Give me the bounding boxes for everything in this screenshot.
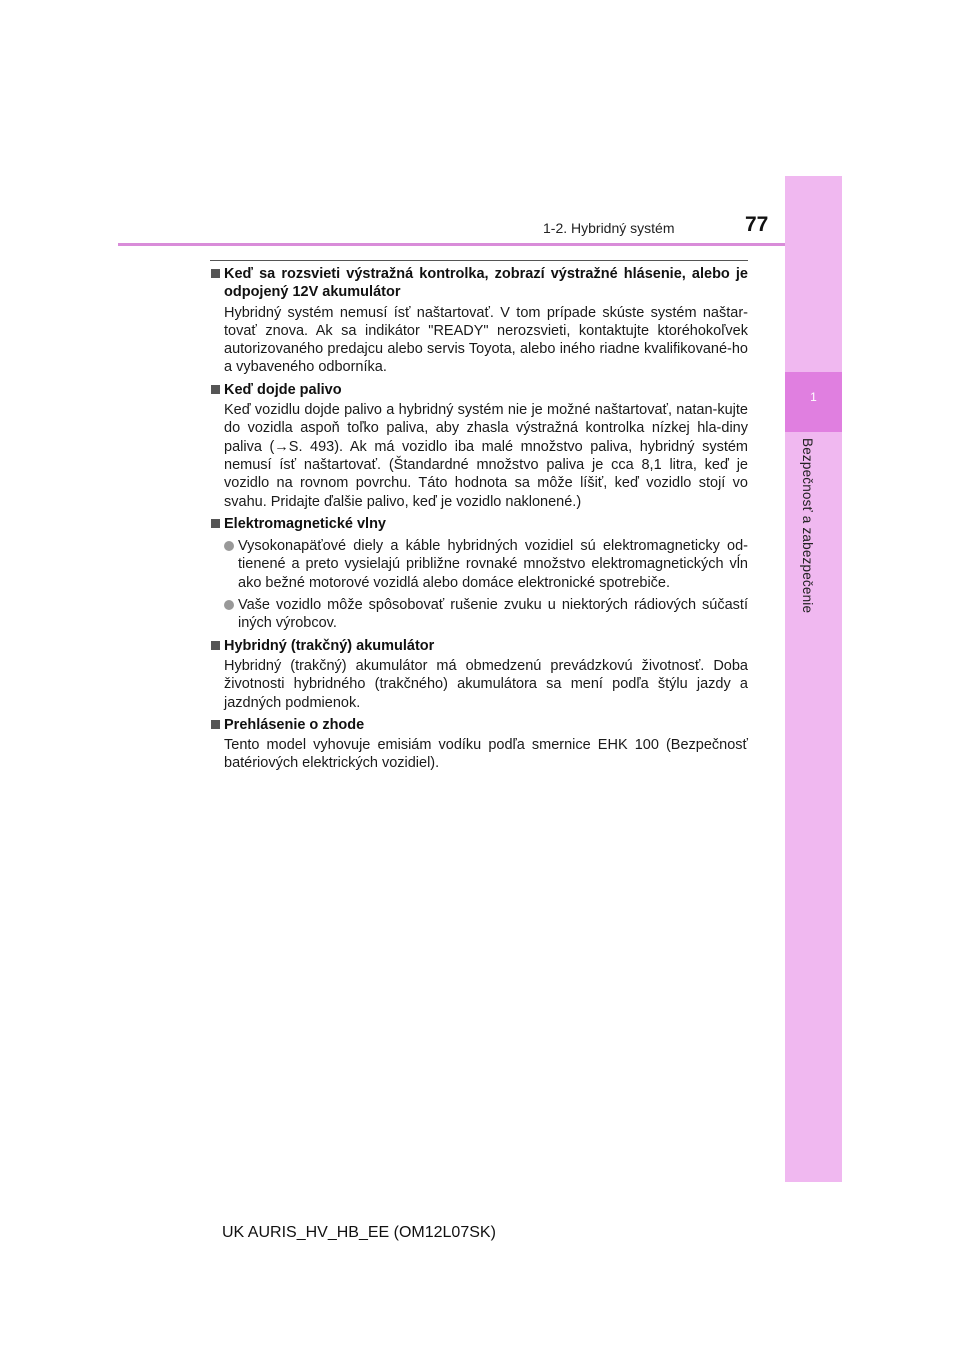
square-bullet-icon	[211, 269, 224, 278]
section-heading: Keď sa rozsvieti výstražná kontrolka, zobrazí výstražné hlásenie, alebo je odpojený 12V akumulátor	[211, 265, 748, 302]
footer-model-code: UK AURIS_HV_HB_EE (OM12L07SK)	[222, 1224, 496, 1241]
section-out-of-fuel	[211, 381, 748, 511]
section-heading: Prehlásenie o zhode	[211, 716, 748, 734]
section-warning-light	[211, 265, 748, 377]
section-heading: Elektromagnetické vlny	[211, 515, 748, 533]
section-electromagnetic-waves	[211, 515, 748, 633]
list-item: Vysokonapäťové diely a káble hybridných vozidiel sú elektromagneticky od-tienené a preto vysielajú približne rovnaké množstvo elektromagnetických vĺn ako bežné motorové vozidlá alebo domáce elektronické spotrebiče.	[224, 537, 748, 592]
header-divider	[118, 243, 785, 246]
section-body: Hybridný systém nemusí ísť naštartovať. V tom prípade skúste systém naštar-tovať znova. Ak sa indikátor "READY" nerozsvieti, kontaktujte ktoréhokoľvek autorizovaného predajcu alebo servis Toyota, alebo iného riadne kvalifikované-ho a vybaveného odborníka.	[224, 304, 748, 376]
list-item: Vaše vozidlo môže spôsobovať rušenie zvuku u niektorých rádiových súčastí iných výrobcov.	[224, 596, 748, 633]
content-top-rule	[210, 260, 748, 261]
page-content	[211, 265, 748, 777]
section-body: Hybridný (trakčný) akumulátor má obmedzenú prevádzkovú životnosť. Doba životnosti hybridného (trakčného) akumulátora sa mení podľa štýlu jazdy a jazdných podmienok.	[224, 657, 748, 711]
section-heading: Hybridný (trakčný) akumulátor	[211, 637, 748, 655]
square-bullet-icon	[211, 519, 224, 528]
circle-bullet-icon	[224, 600, 238, 610]
chapter-title: Bezpečnosť a zabezpečenie	[800, 438, 815, 614]
chapter-side-tab	[785, 176, 842, 1182]
chapter-number: 1	[810, 390, 817, 404]
section-body: Tento model vyhovuje emisiám vodíku podľa smernice EHK 100 (Bezpečnosť batériových elektrických vozidiel).	[224, 737, 748, 772]
section-heading: Keď dojde palivo	[211, 381, 748, 399]
page-number: 77	[745, 213, 769, 236]
section-declaration-of-conformity	[211, 716, 748, 773]
header-section-title: 1-2. Hybridný systém	[543, 220, 675, 236]
square-bullet-icon	[211, 641, 224, 650]
square-bullet-icon	[211, 385, 224, 394]
square-bullet-icon	[211, 720, 224, 729]
section-hybrid-battery	[211, 637, 748, 712]
section-body: Keď vozidlu dojde palivo a hybridný systém nie je možné naštartovať, natan-kujte do vozidla aspoň toľko paliva, aby zhasla výstražná kontrolka nízkej hla-diny paliva (→S. 493). Ak má vozidlo iba malé množstvo paliva, hybridný systém nemusí ísť naštartovať. (Štandardné množstvo paliva je cca 8,1 litra, keď je vozidlo na rovnom povrchu. Táto hodnota sa môže líšiť, keď vozidlo stojí vo svahu. Pridajte ďalšie palivo, keď je vozidlo naklonené.)	[224, 402, 748, 510]
circle-bullet-icon	[224, 541, 238, 551]
